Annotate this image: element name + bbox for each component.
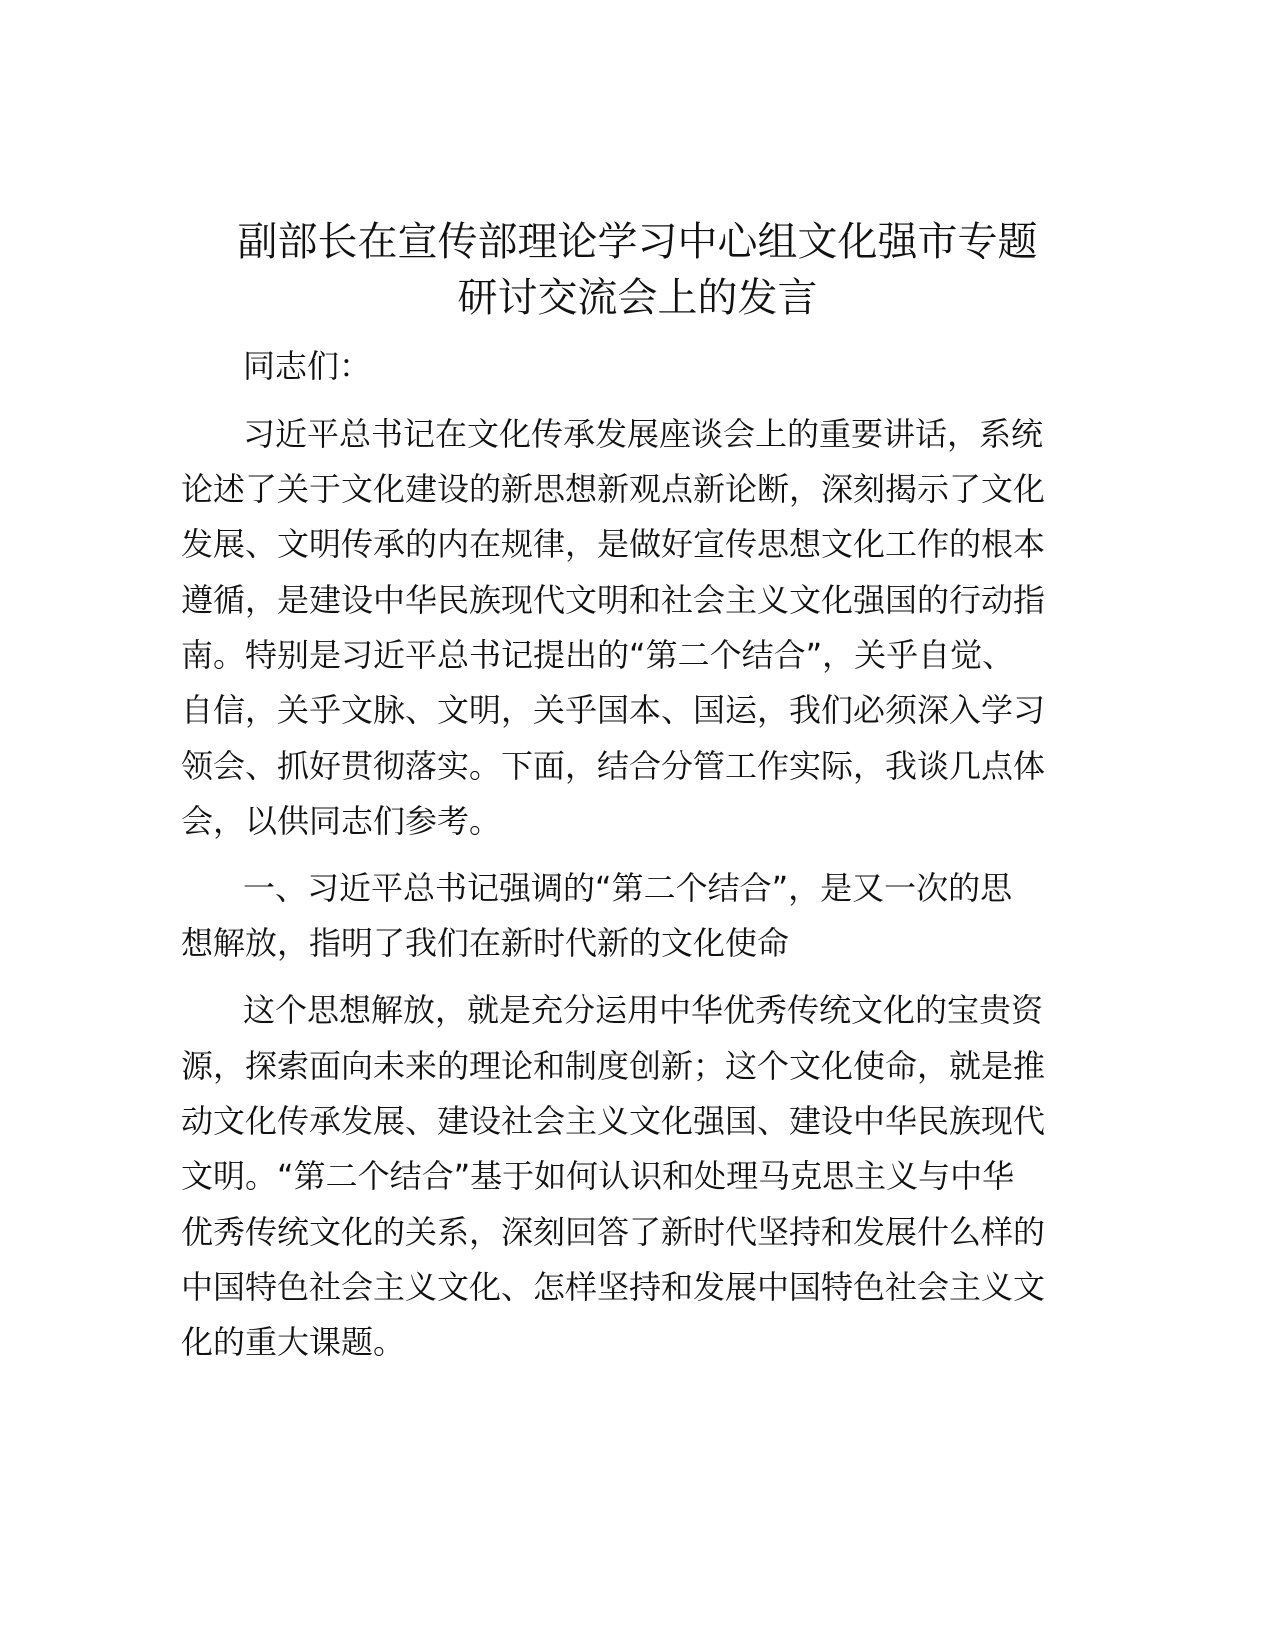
- paragraph-line: 领会、抓好贯彻落实。下面，结合分管工作实际，我谈几点体: [181, 747, 1046, 785]
- paragraph-line: 这个思想解放，就是充分运用中华优秀传统文化的宝贵资: [243, 991, 1044, 1029]
- paragraph-line: 中国特色社会主义文化、怎样坚持和发展中国特色社会主义文: [181, 1268, 1046, 1306]
- document-title: [0, 214, 1275, 326]
- paragraph-line: 南。特别是习近平总书记提出的“第二个结合”，关乎自觉、: [181, 636, 1015, 674]
- paragraph-line: 化的重大课题。: [181, 1323, 406, 1361]
- paragraph-line: 发展、文明传承的内在规律，是做好宣传思想文化工作的根本: [181, 525, 1046, 563]
- title-line-1: 副部长在宣传部理论学习中心组文化强市专题: [237, 219, 1038, 265]
- paragraph-line: 动文化传承发展、建设社会主义文化强国、建设中华民族现代: [181, 1102, 1046, 1140]
- heading-line: 想解放，指明了我们在新时代新的文化使命: [181, 924, 790, 962]
- paragraph-line: 会，以供同志们参考。: [181, 802, 502, 840]
- title-line-2: 研讨交流会上的发言: [457, 275, 818, 321]
- paragraph-line: 遵循，是建设中华民族现代文明和社会主义文化强国的行动指: [181, 581, 1046, 619]
- paragraph-line: 优秀传统文化的关系，深刻回答了新时代坚持和发展什么样的: [181, 1213, 1046, 1251]
- paragraph-line: 源，探索面向未来的理论和制度创新；这个文化使命，就是推: [181, 1047, 1046, 1085]
- paragraph-line: 自信，关乎文脉、文明，关乎国本、国运，我们必须深入学习: [181, 691, 1046, 729]
- paragraph-line: 论述了关于文化建设的新思想新观点新论断，深刻揭示了文化: [181, 470, 1046, 508]
- paragraph-line: 文明。“第二个结合”基于如何认识和处理马克思主义与中华: [181, 1157, 1015, 1195]
- paragraph-line: 习近平总书记在文化传承发展座谈会上的重要讲话，系统: [243, 415, 1044, 453]
- heading-line: 一、习近平总书记强调的“第二个结合”，是又一次的思: [243, 869, 1013, 907]
- salutation: 同志们：: [243, 347, 372, 385]
